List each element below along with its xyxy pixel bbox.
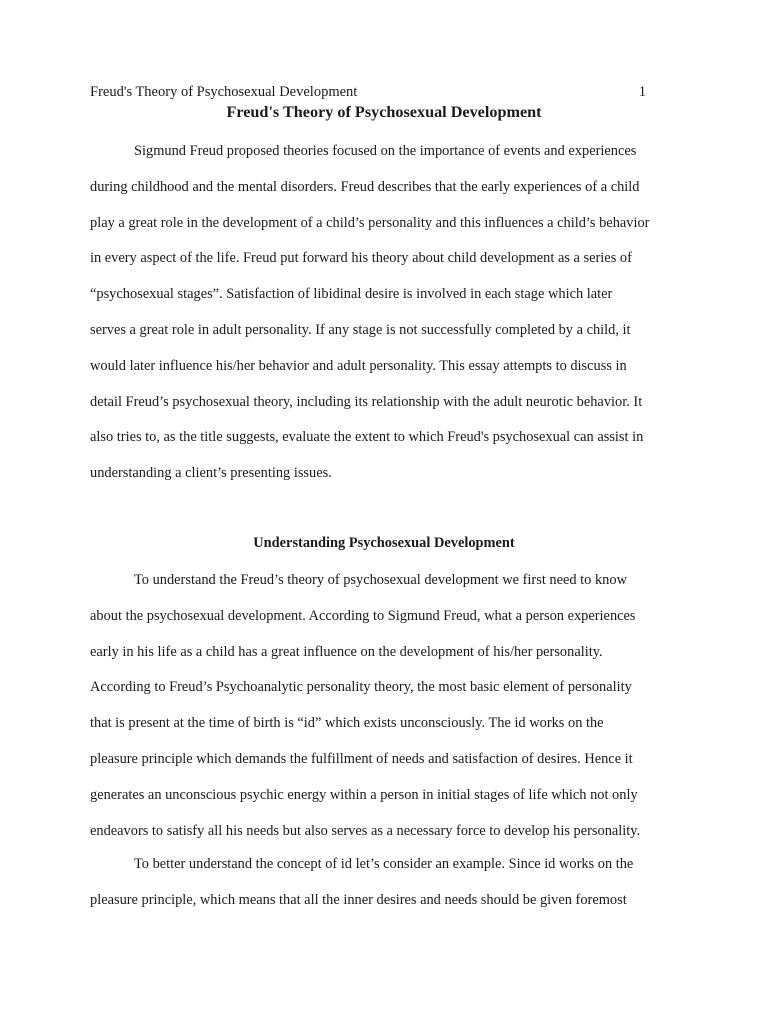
- paragraph-line: that is present at the time of birth is “id” which exists unconsciously. The id works on the: [90, 715, 604, 732]
- paragraph-line: during childhood and the mental disorders. Freud describes that the early experiences of a child: [90, 178, 640, 195]
- paragraph-line: play a great role in the development of a child’s personality and this influences a child’s behavior: [90, 214, 650, 231]
- paragraph-line: Sigmund Freud proposed theories focused on the importance of events and experiences: [134, 143, 637, 159]
- paragraph-line: would later influence his/her behavior and adult personality. This essay attempts to discuss in: [90, 357, 627, 374]
- paragraph-line: detail Freud’s psychosexual theory, including its relationship with the adult neurotic behavior. It: [90, 393, 643, 410]
- paragraph-line: also tries to, as the title suggests, evaluate the extent to which Freud's psychosexual can assist in: [90, 429, 644, 446]
- section-heading: Understanding Psychosexual Development: [253, 535, 515, 551]
- paragraph-line: pleasure principle, which means that all the inner desires and needs should be given foremost: [90, 891, 627, 908]
- paragraph-line: To better understand the concept of id let’s consider an example. Since id works on the: [134, 856, 634, 872]
- paragraph-line: endeavors to satisfy all his needs but also serves as a necessary force to develop his personality.: [90, 822, 641, 839]
- paragraph-line: serves a great role in adult personality. If any stage is not successfully completed by a child, it: [90, 321, 631, 338]
- running-header: [90, 83, 650, 101]
- paragraph-introduction: [90, 134, 678, 492]
- paragraph-understanding: [90, 563, 678, 849]
- paragraph-line: about the psychosexual development. According to Sigmund Freud, what a person experiences: [90, 607, 636, 624]
- page-number: 1: [638, 84, 646, 100]
- paragraph-line: “psychosexual stages”. Satisfaction of libidinal desire is involved in each stage which later: [90, 286, 613, 303]
- paragraph-line: in every aspect of the life. Freud put forward his theory about child development as a series of: [90, 250, 632, 267]
- paragraph-line: early in his life as a child has a great influence on the development of his/her personality.: [90, 643, 603, 660]
- paragraph-line: According to Freud’s Psychoanalytic personality theory, the most basic element of personality: [90, 679, 632, 696]
- paragraph-example: [90, 847, 678, 919]
- document-title: Freud's Theory of Psychosexual Development: [226, 103, 542, 121]
- running-title: Freud's Theory of Psychosexual Development: [90, 84, 358, 100]
- paragraph-line: To understand the Freud’s theory of psychosexual development we first need to know: [134, 572, 627, 588]
- paragraph-line: pleasure principle which demands the fulfillment of needs and satisfaction of desires. Hence it: [90, 750, 633, 767]
- paragraph-line: understanding a client’s presenting issues.: [90, 465, 332, 482]
- paragraph-line: generates an unconscious psychic energy within a person in initial stages of life which not only: [90, 786, 638, 803]
